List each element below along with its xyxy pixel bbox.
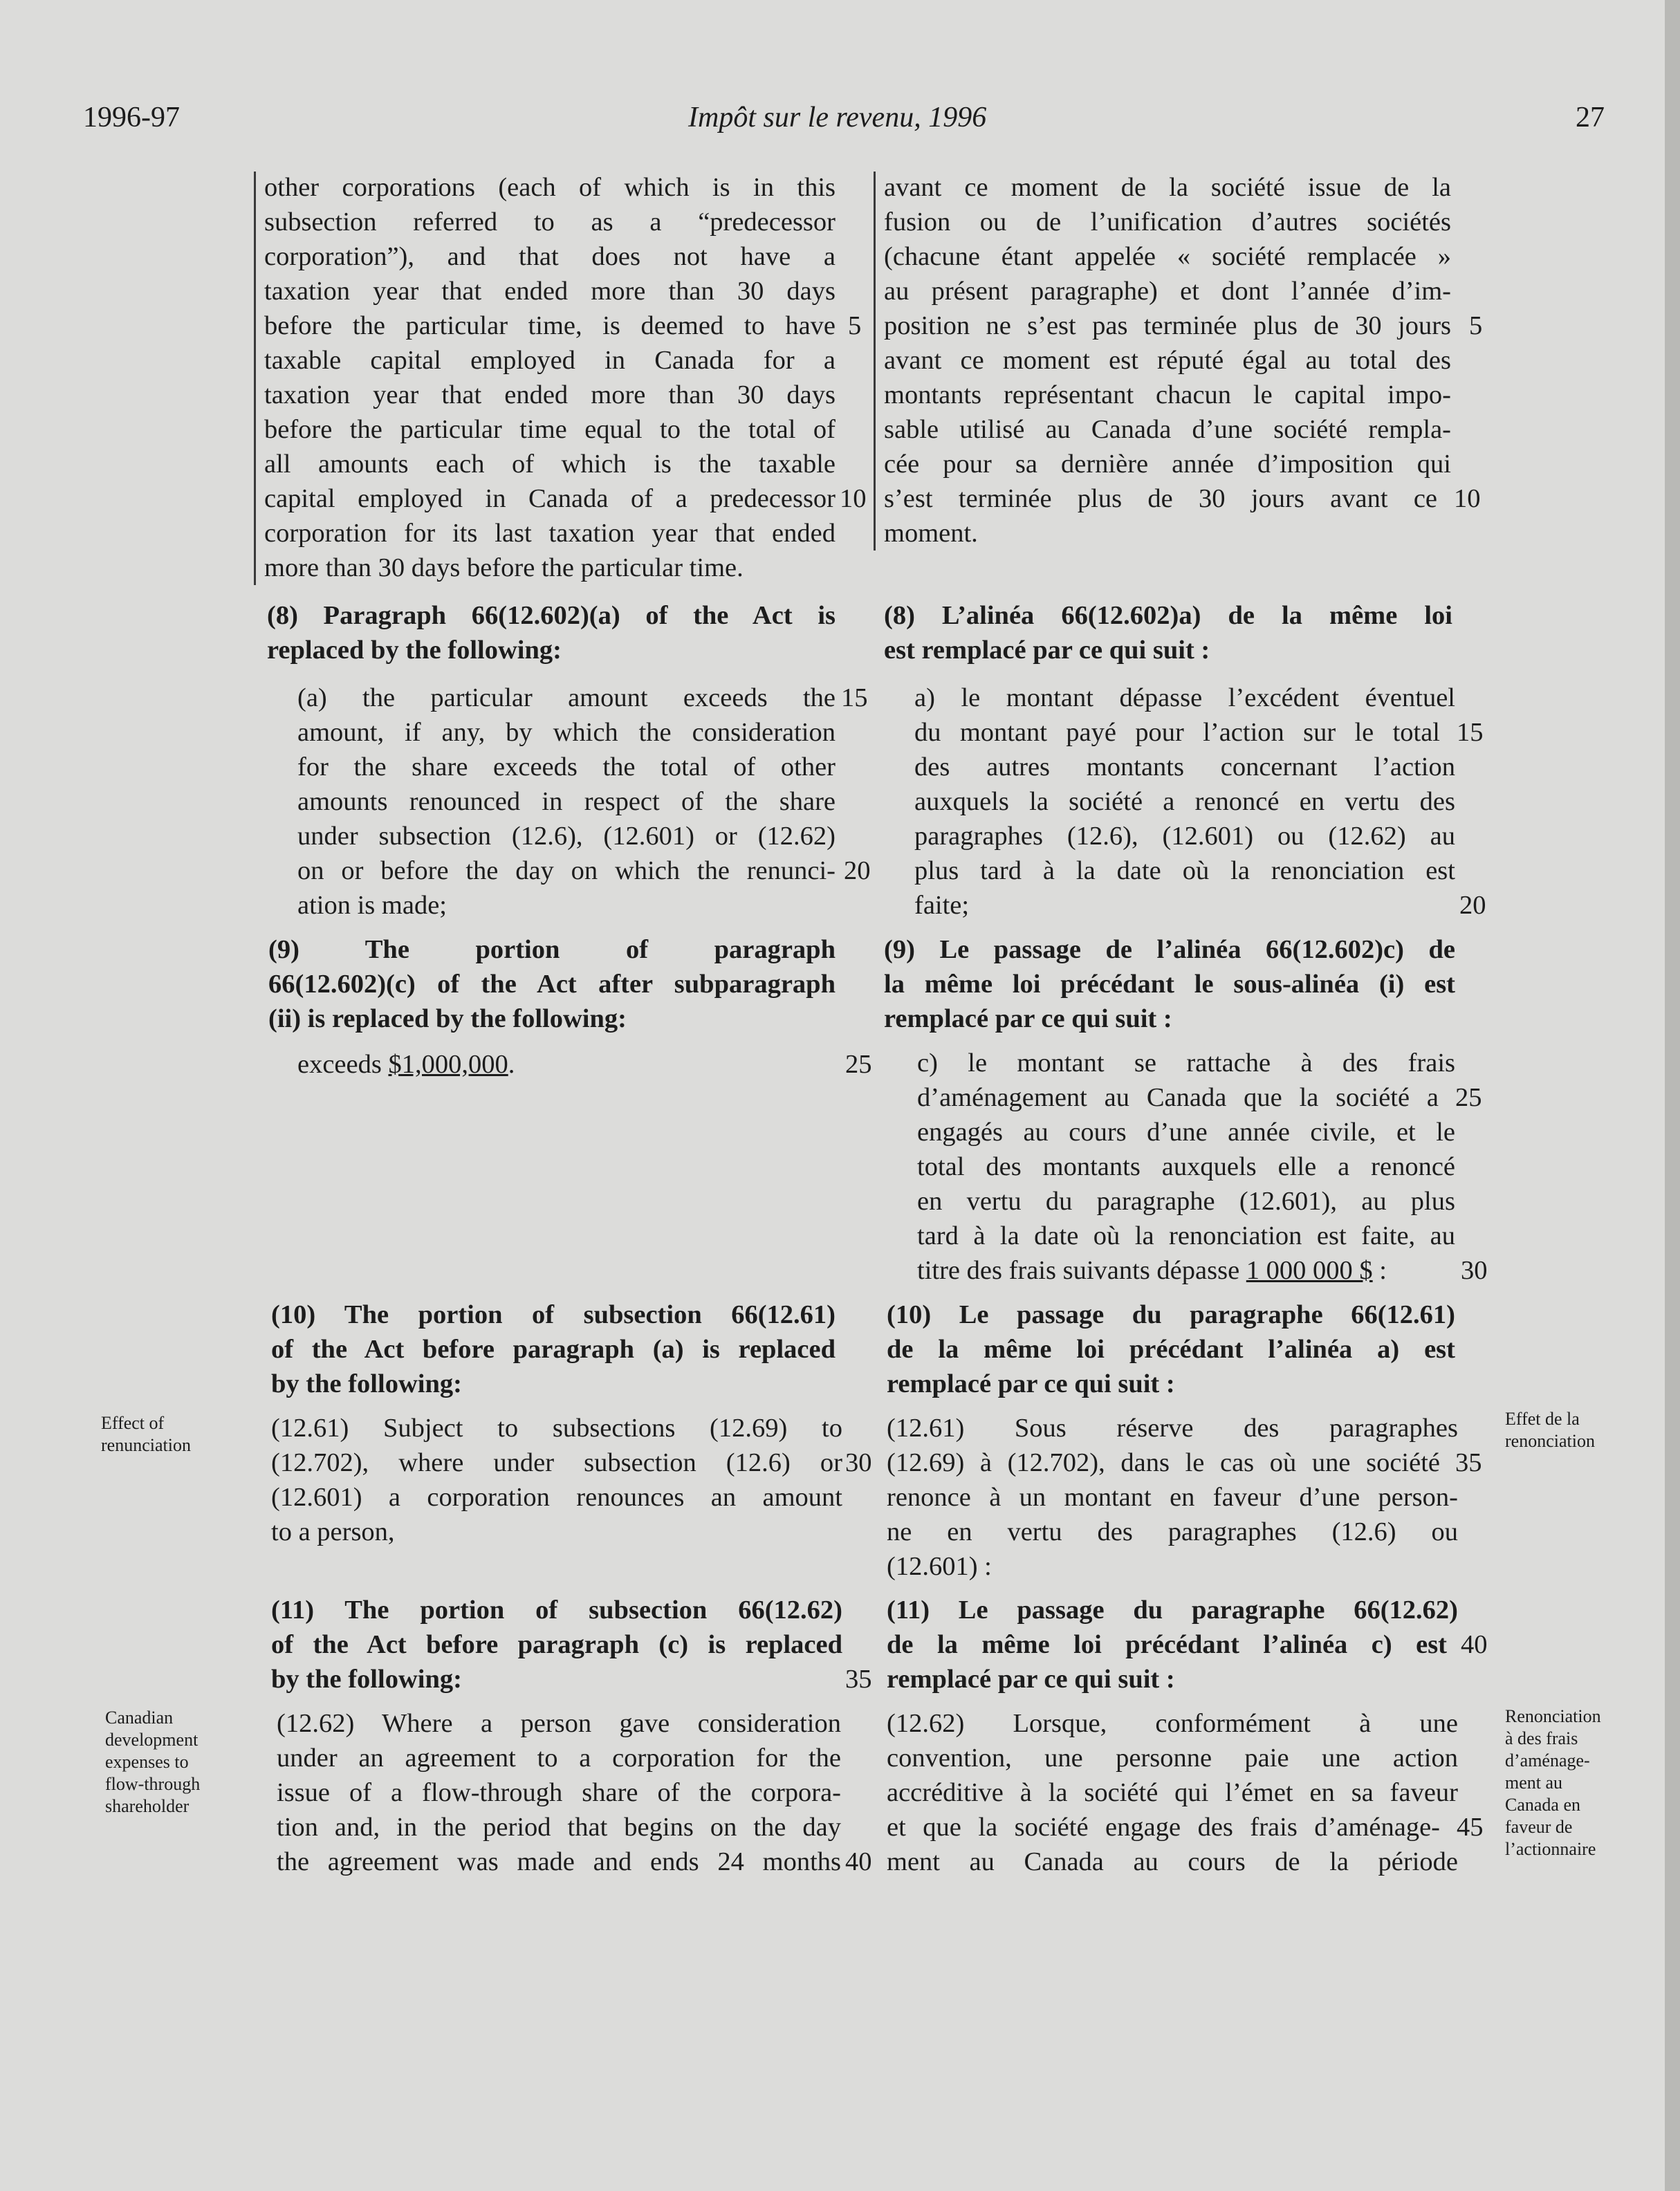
fr-paragraph-continued: avant ce moment de la société issue de la fusion ou de l’unification d’autres sociétés (chacune étant appelée « société remplacée » au présent paragraphe) et dont l’année d’im- position ne s’est pas terminée plus de 30 jours avant ce moment est réputé égal au total des montants représentant chacun le capital impo- sable utilisé au Canada d’une société rempla- cée pour sa dernière année d’imposition qui s’est terminée plus de 30 jours avant ce moment. bbox=[884, 173, 1451, 548]
fr-line-number-40: 40 bbox=[1461, 1630, 1488, 1659]
fr-section-9-heading: (9) Le passage de l’alinéa 66(12.602)c) de la même loi précédant le sous-alinéa (i) est remplacé par ce qui suit : bbox=[884, 935, 1455, 1033]
fr-line-number-5: 5 bbox=[1469, 311, 1483, 340]
fr-line-number-30: 30 bbox=[1461, 1256, 1488, 1285]
en-line-number-20: 20 bbox=[844, 856, 871, 885]
en-line-number-10: 10 bbox=[840, 484, 867, 513]
en-line-number-15: 15 bbox=[841, 683, 868, 712]
en-subsection-12-61: (12.61) Subject to subsections (12.69) to (12.702), where under subsection (12.6) or (12.601) a corporation renounces an amount to a person, bbox=[271, 1414, 842, 1546]
header-page-number: 27 bbox=[1576, 102, 1605, 133]
en-line-number-35: 35 bbox=[845, 1665, 872, 1694]
en-line-number-5: 5 bbox=[848, 311, 862, 340]
fr-amount-underlined: 1 000 000 $ bbox=[1246, 1256, 1373, 1285]
fr-section-10-heading: (10) Le passage du paragraphe 66(12.61) de la même loi précédant l’alinéa a) est remplacé par ce qui suit : bbox=[887, 1300, 1455, 1398]
margin-note-effet-de-la-renonciation: Effet de la renonciation bbox=[1505, 1409, 1595, 1451]
fr-subsection-12-62: (12.62) Lorsque, conformément à une convention, une personne paie une action accréditive à la société qui l’émet en sa faveur et que la société engage des frais d’aménage- ment au Canada au cours de la période bbox=[887, 1709, 1458, 1876]
fr-line-number-10: 10 bbox=[1454, 484, 1481, 513]
fr-line-number-15: 15 bbox=[1457, 718, 1484, 747]
fr-subsection-12-61: (12.61) Sous réserve des paragraphes (12.69) à (12.702), dans le cas où une société renonce à un montant en faveur d’une person- ne en vertu des paragraphes (12.6) ou (12.601) : bbox=[887, 1414, 1458, 1581]
en-amount-underlined: $1,000,000 bbox=[388, 1050, 508, 1079]
en-paragraph-continued: other corporations (each of which is in this subsection referred to as a “predecessor corporation”), and that does not have a taxation year that ended more than 30 days before the particular time, is deemed to have taxable capital employed in Canada for a taxation year that ended more than 30 days before the particular time equal to the total of all amounts each of which is the taxable capital employed in Canada of a predecessor corporation for its last taxation year that ended more than 30 days before the particular time. bbox=[264, 173, 836, 582]
header-title: Impôt sur le revenu, 1996 bbox=[688, 102, 987, 133]
fr-section-11-heading: (11) Le passage du paragraphe 66(12.62) de la même loi précédant l’alinéa c) est remplacé par ce qui suit : bbox=[887, 1596, 1458, 1694]
en-replacement-text: exceeds $1,000,000. bbox=[297, 1050, 515, 1079]
fr-line-number-35: 35 bbox=[1455, 1448, 1482, 1477]
en-line-number-40: 40 bbox=[845, 1847, 872, 1876]
margin-note-effect-of-renunciation: Effect of renunciation bbox=[101, 1413, 191, 1455]
fr-section-8-heading: (8) L’alinéa 66(12.602)a) de la même loi est remplacé par ce qui suit : bbox=[884, 601, 1452, 665]
fr-paragraph-c: c) le montant se rattache à des frais d’aménagement au Canada que la société a engagés au cours d’une année civile, et le total des montants auxquels elle a renoncé en vertu du paragraphe (12.601), au plus tard à la date où la renonciation est faite, au titre des frais suivants dépasse 1 000 000 $ : bbox=[917, 1048, 1455, 1285]
en-paragraph-a: (a) the particular amount exceeds the amount, if any, by which the consideration for the share exceeds the total of other amounts renounced in respect of the share under subsection (12.6), (12.601) or (12.62) on or before the day on which the renunci- ation is made; bbox=[297, 683, 836, 920]
en-section-8-heading: (8) Paragraph 66(12.602)(a) of the Act is replaced by the following: bbox=[267, 601, 836, 665]
page-edge bbox=[1665, 0, 1680, 2191]
en-section-10-heading: (10) The portion of subsection 66(12.61) of the Act before paragraph (a) is replaced by the following: bbox=[271, 1300, 836, 1398]
fr-line-number-20: 20 bbox=[1459, 891, 1486, 920]
fr-paragraph-a: a) le montant dépasse l’excédent éventuel du montant payé pour l’action sur le total des autres montants concernant l’action auxquels la société a renoncé en vertu des paragraphes (12.6), (12.601) ou (12.62) au plus tard à la date où la renonciation est faite; bbox=[914, 683, 1455, 920]
header-year: 1996-97 bbox=[83, 102, 180, 133]
fr-line-number-45: 45 bbox=[1457, 1813, 1484, 1842]
amendment-rule-right bbox=[874, 172, 876, 551]
en-subsection-12-62: (12.62) Where a person gave consideration under an agreement to a corporation for the issue of a flow-through share of the corpora- tion and, in the period that begins on the day the agreement was made and ends 24 months bbox=[277, 1709, 841, 1876]
amendment-rule-left bbox=[254, 172, 256, 585]
margin-note-canadian-development-expenses: Canadian development expenses to flow-through shareholder bbox=[105, 1708, 201, 1816]
en-section-9-heading: (9) The portion of paragraph 66(12.602)(c) of the Act after subparagraph (ii) is replaced by the following: bbox=[268, 935, 836, 1033]
fr-line-number-25: 25 bbox=[1455, 1083, 1482, 1112]
en-section-11-heading: (11) The portion of subsection 66(12.62) of the Act before paragraph (c) is replaced by the following: bbox=[271, 1596, 842, 1694]
margin-note-renonciation-frais: Renonciation à des frais d’aménage- ment au Canada en faveur de l’actionnaire bbox=[1505, 1706, 1601, 1859]
en-line-number-30: 30 bbox=[845, 1448, 872, 1477]
en-line-number-25: 25 bbox=[845, 1050, 872, 1079]
